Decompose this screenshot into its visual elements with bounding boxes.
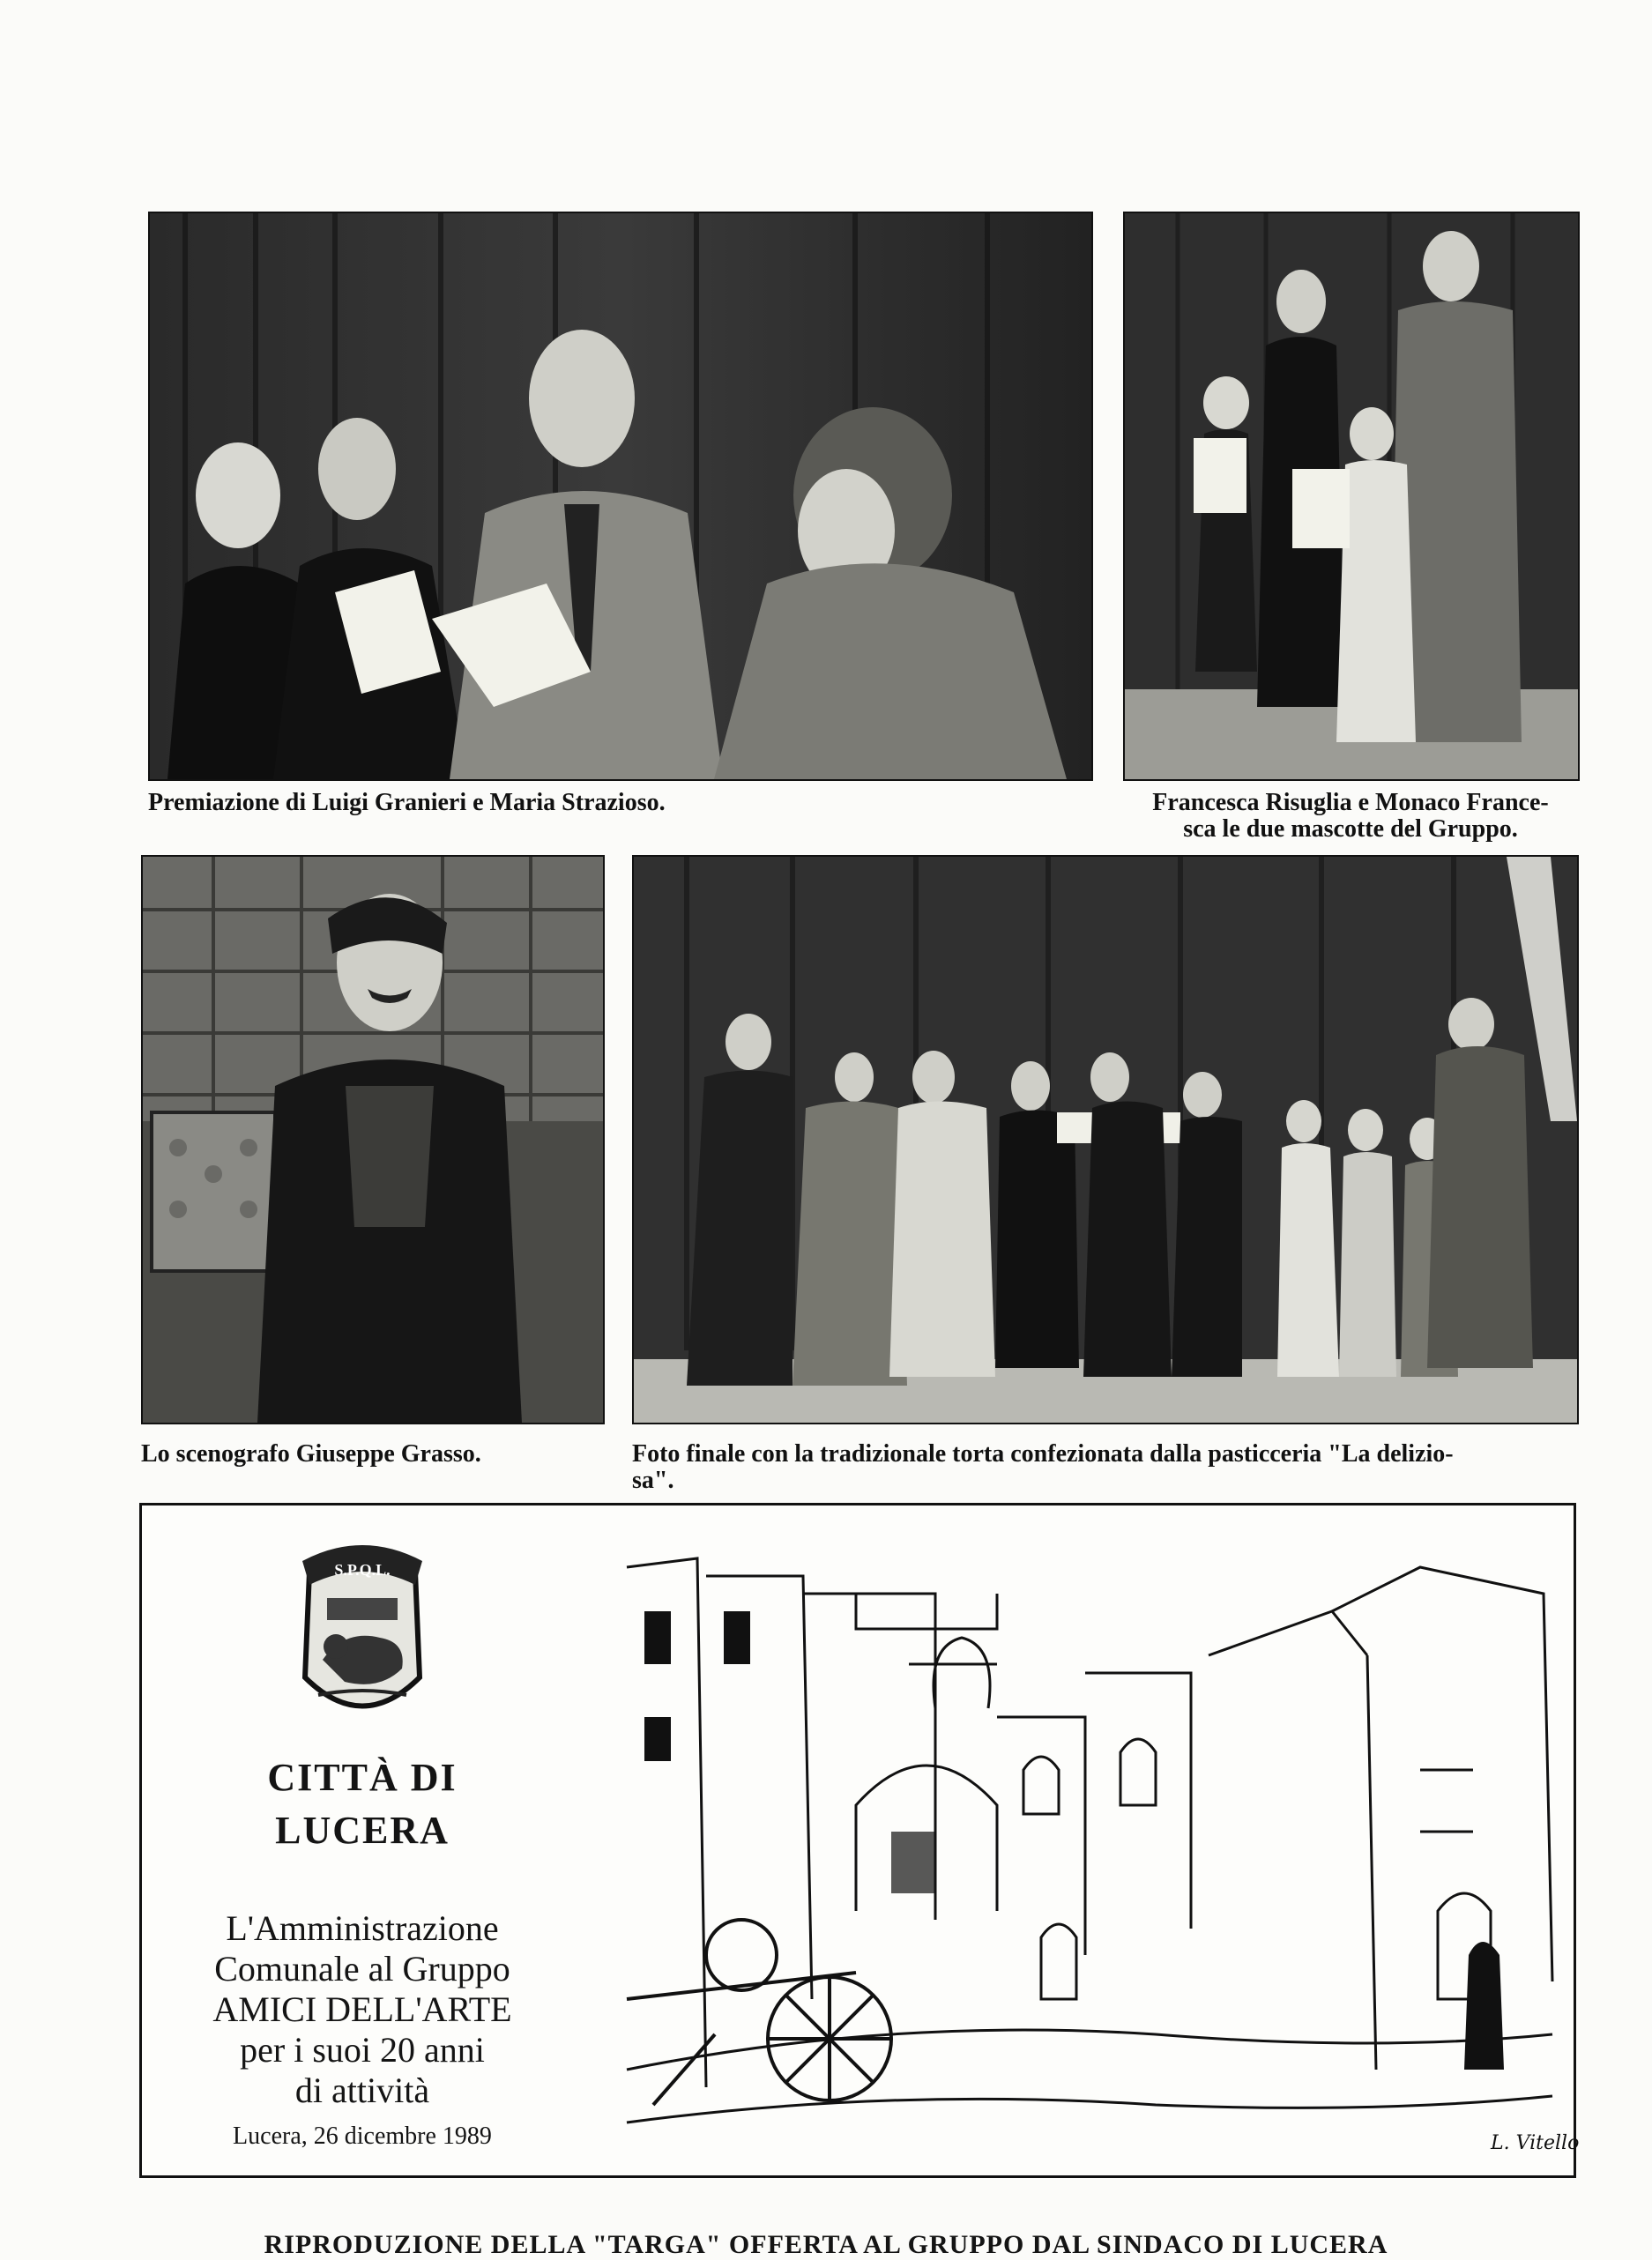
lucera-street-sketch [627, 1541, 1580, 2158]
photo-group-mascots [1123, 212, 1580, 781]
plaque-city-line1: CITTÀ DI [267, 1756, 458, 1799]
plaque-date: Lucera, 26 dicembre 1989 [233, 2122, 492, 2150]
caption-set-designer: Lo scenografo Giuseppe Grasso. [141, 1440, 481, 1468]
svg-text:L. Vitello: L. Vitello [1491, 2132, 1580, 2154]
caption-final-cake: Foto finale con la tradizionale torta confezionata dalla pasticceria "La delizio- sa". [632, 1440, 1454, 1494]
photo-award-ceremony [148, 212, 1093, 781]
svg-text:S.P.Q.L.: S.P.Q.L. [334, 1561, 391, 1579]
photo-set-designer [141, 855, 605, 1424]
plaque-city-line2: LUCERA [275, 1809, 450, 1852]
photo-final-cake [632, 855, 1579, 1424]
caption-group-mascots: Francesca Risuglia e Monaco France- sca le due mascotte del Gruppo. [1152, 789, 1549, 843]
commemorative-plaque [139, 1503, 1580, 2178]
caption-award-ceremony: Premiazione di Luigi Granieri e Maria Strazioso. [148, 789, 666, 816]
footer-plaque-caption: RIPRODUZIONE DELLA "TARGA" OFFERTA AL GRUPPO DAL SINDACO DI LUCERA [264, 2230, 1388, 2259]
lucera-crest-icon [283, 1545, 442, 1739]
plaque-dedication: L'Amministrazione Comunale al Gruppo AMICI DELL'ARTE per i suoi 20 anni di attività [212, 1908, 512, 2110]
